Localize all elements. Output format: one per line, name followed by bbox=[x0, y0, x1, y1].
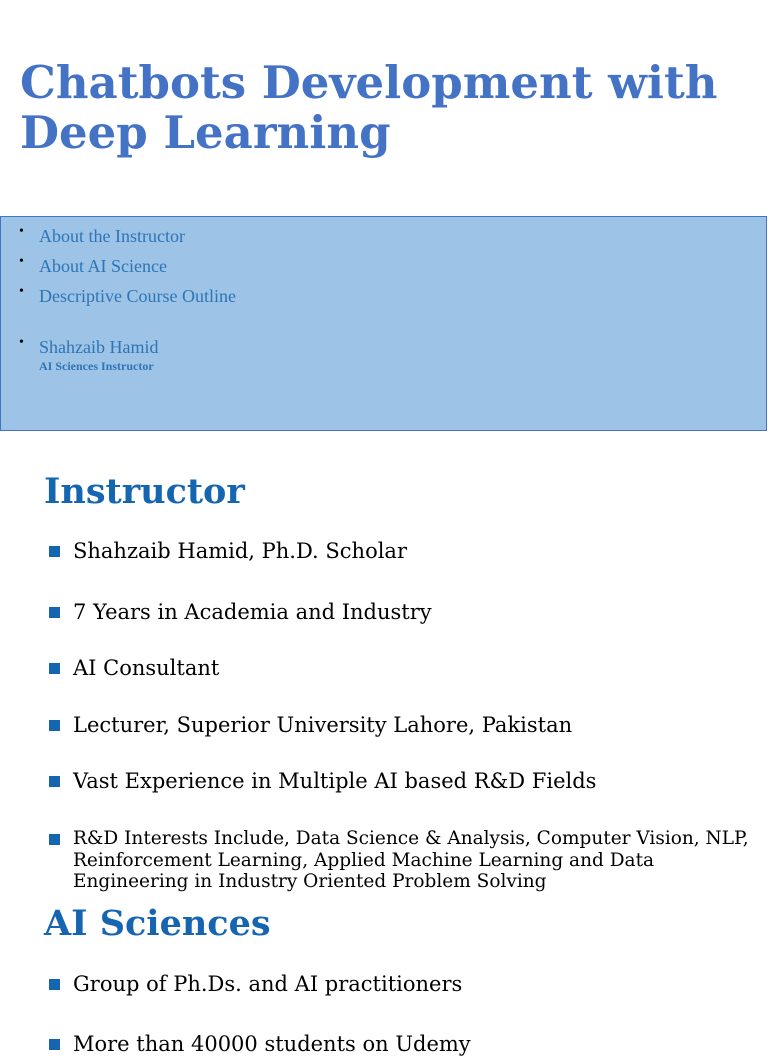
list-item: Vast Experience in Multiple AI based R&D Fields bbox=[48, 768, 748, 794]
square-bullet-icon bbox=[49, 776, 60, 787]
list-item: Group of Ph.Ds. and AI practitioners bbox=[48, 971, 748, 997]
bullet-icon: • bbox=[19, 335, 24, 350]
outline-item-label: About the Instructor bbox=[39, 226, 185, 246]
outline-item-about-instructor[interactable] bbox=[19, 226, 185, 247]
list-item: More than 40000 students on Udemy bbox=[48, 1031, 748, 1057]
bullet-icon: • bbox=[19, 224, 24, 239]
square-bullet-icon bbox=[49, 1039, 60, 1050]
instructor-heading: Instructor bbox=[44, 471, 245, 512]
outline-item-instructor-name[interactable] bbox=[19, 337, 158, 358]
document-title: Chatbots Development with Deep Learning bbox=[20, 56, 718, 159]
outline-item-about-ai-science[interactable] bbox=[19, 256, 167, 277]
outline-box bbox=[0, 216, 767, 431]
instructor-subtitle: AI Sciences Instructor bbox=[39, 359, 154, 373]
square-bullet-icon bbox=[49, 607, 60, 618]
square-bullet-icon bbox=[49, 834, 60, 845]
instructor-list bbox=[48, 538, 749, 892]
ai-sciences-heading: AI Sciences bbox=[44, 903, 271, 944]
square-bullet-icon bbox=[49, 663, 60, 674]
square-bullet-icon bbox=[49, 720, 60, 731]
square-bullet-icon bbox=[49, 979, 60, 990]
ai-sciences-list bbox=[48, 971, 748, 1056]
list-item: Shahzaib Hamid, Ph.D. Scholar bbox=[48, 538, 748, 564]
list-item: Lecturer, Superior University Lahore, Pakistan bbox=[48, 712, 748, 738]
bullet-icon: • bbox=[19, 254, 24, 269]
outline-item-label: Shahzaib Hamid bbox=[39, 337, 159, 357]
bullet-icon: • bbox=[19, 284, 24, 299]
list-item: AI Consultant bbox=[48, 655, 748, 681]
square-bullet-icon bbox=[49, 546, 60, 557]
list-item: 7 Years in Academia and Industry bbox=[48, 599, 748, 625]
list-item: R&D Interests Include, Data Science & Analysis, Computer Vision, NLP, Reinforcement Learning, Applied Machine Learning and Data Engineering in Industry Oriented Problem Solving bbox=[48, 828, 753, 893]
outline-item-label: Descriptive Course Outline bbox=[39, 286, 236, 306]
outline-item-label: About AI Science bbox=[39, 256, 167, 276]
outline-item-course-outline[interactable] bbox=[19, 286, 236, 307]
